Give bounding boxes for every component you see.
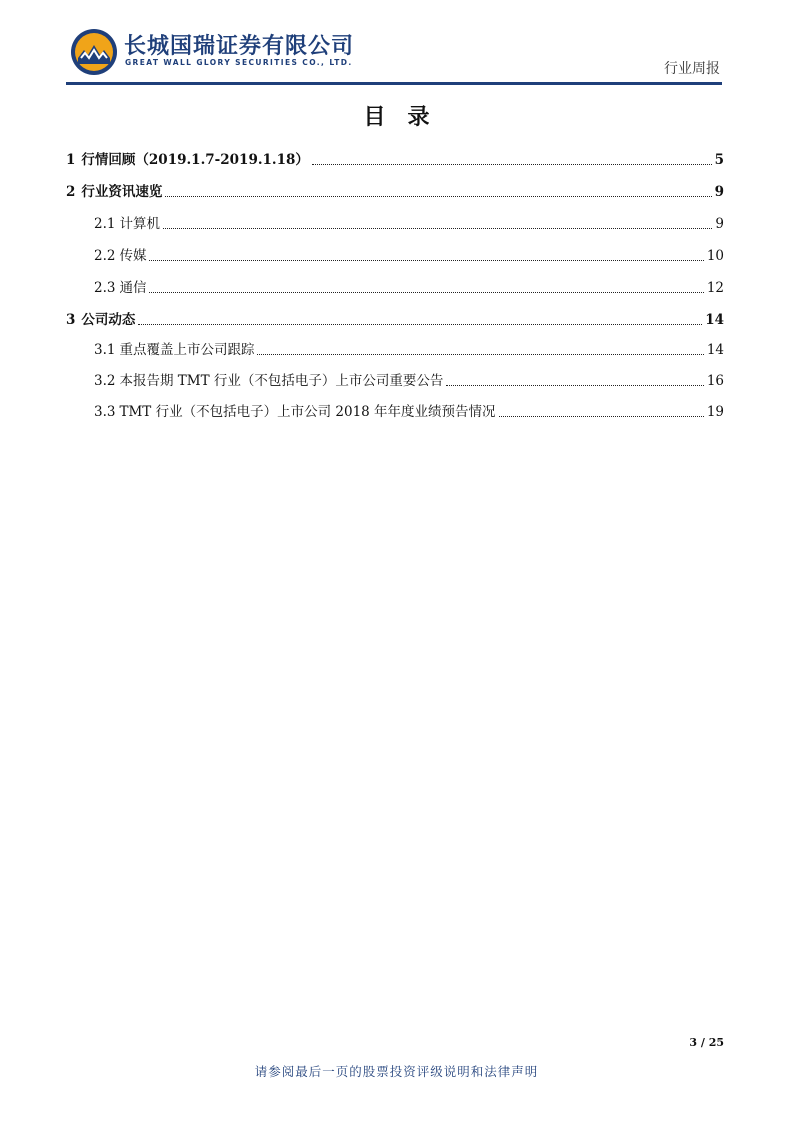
toc-entry-text: 行业资讯速览 [81,184,163,200]
toc-entry-page: 5 [714,152,724,168]
page-number: 3 / 25 [689,1036,724,1049]
toc-entry-2-2[interactable] [94,246,724,266]
toc-entry-text: 重点覆盖上市公司跟踪 [119,342,255,358]
company-name-en: GREAT WALL GLORY SECURITIES CO., LTD. [125,58,353,67]
toc-leader-dots [149,292,703,293]
toc-leader-dots [138,324,702,325]
toc-leader-dots [312,164,712,165]
toc-entry-number: 3.3 [94,404,116,420]
toc-entry-number: 3 [66,312,76,328]
toc-leader-dots [165,196,711,197]
toc-entry-text: 传媒 [119,248,147,264]
toc-entry-number: 2.1 [94,216,116,232]
toc-entry-page: 12 [706,280,724,296]
toc-entry-page: 9 [714,184,724,200]
footer-disclaimer-note: 请参阅最后一页的股票投资评级说明和法律声明 [254,1064,539,1079]
toc-entry-number: 1 [66,152,76,168]
company-name-cn: 长城国瑞证券有限公司 [124,34,355,59]
toc-entry-number: 2.2 [94,248,116,264]
page-header [66,26,722,86]
toc-entry-3-1[interactable] [94,340,724,360]
toc-entry-number: 2 [66,184,76,200]
toc-entry-number: 3.1 [94,342,116,358]
toc-entry-page: 10 [706,248,724,264]
toc-entry-3-3[interactable] [94,402,724,422]
toc-entry-text: 公司动态 [81,312,136,328]
toc-leader-dots [446,385,703,386]
toc-entry-text: 本报告期 TMT 行业（不包括电子）上市公司重要公告 [119,373,444,389]
toc-entry-page: 14 [705,312,724,328]
toc-entry-text: 行情回顾（2019.1.7-2019.1.18） [81,152,309,168]
toc-entry-page: 19 [706,404,724,420]
toc-leader-dots [149,260,703,261]
toc-leader-dots [499,416,704,417]
toc-entry-page: 9 [715,216,724,232]
report-type-label: 行业周报 [664,61,720,77]
header-divider [66,82,722,85]
toc-entry-page: 14 [706,342,724,358]
toc-leader-dots [163,228,712,229]
toc-title: 目录 [363,105,452,130]
toc-entry-text: TMT 行业（不包括电子）上市公司 2018 年年度业绩预告情况 [119,404,496,420]
toc-entry-text: 通信 [119,280,147,296]
toc-entry-2-1[interactable] [94,214,724,234]
toc-entry-text: 计算机 [119,216,160,232]
toc-entry-2[interactable] [66,182,724,202]
toc-entry-1[interactable] [66,150,724,170]
toc-entry-3-2[interactable] [94,371,724,391]
toc-entry-number: 3.2 [94,373,116,389]
toc-entry-page: 16 [706,373,724,389]
toc-entry-3[interactable] [66,310,724,330]
toc-entry-number: 2.3 [94,280,116,296]
great-wall-logo-icon [70,28,118,76]
toc-entry-2-3[interactable] [94,278,724,298]
toc-leader-dots [257,354,703,355]
